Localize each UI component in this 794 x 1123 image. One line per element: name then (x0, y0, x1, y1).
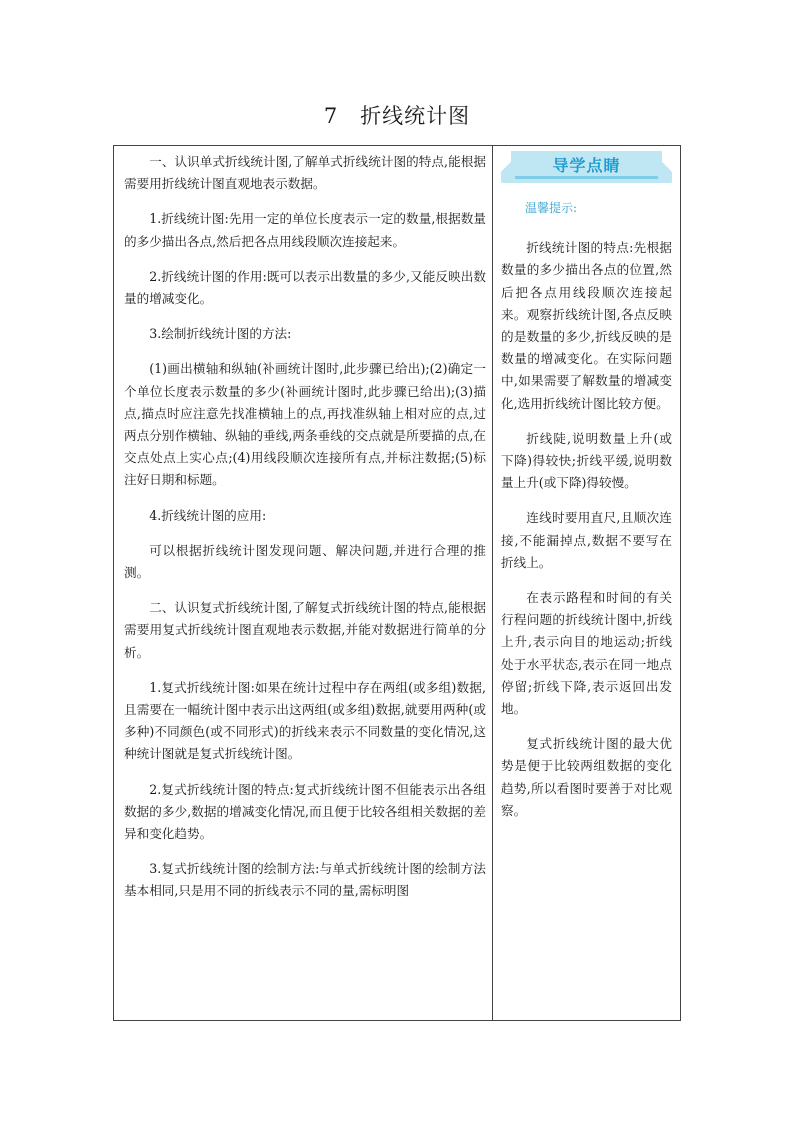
guide-heading: 导学点睛 (552, 156, 621, 175)
guide-heading-banner (501, 151, 672, 183)
main-paragraph: 可以根据折线统计图发现问题、解决问题,并进行合理的推测。 (124, 542, 486, 581)
main-paragraph: 3.复式折线统计图的绘制方法:与单式折线统计图的绘制方法基本相同,只是用不同的折线表示不同的量,需标明图 (124, 861, 486, 899)
section-number: 7 (323, 104, 339, 128)
main-paragraph: 4.折线统计图的应用: (149, 507, 267, 523)
side-paragraph: 连线时要用直尺,且顺次连接,不能漏掉点,数据不要写在折线上。 (501, 510, 672, 570)
main-paragraph: 2.折线统计图的作用:既可以表示出数量的多少,又能反映出数量的增减变化。 (124, 268, 486, 307)
main-paragraph: 1.折线统计图:先用一定的单位长度表示一定的数量,根据数量的多少描出各点,然后把各点用线段顺次连接起来。 (124, 211, 486, 249)
main-paragraph: (1)画出横轴和纵轴(补画统计图时,此步骤已给出);(2)确定一个单位长度表示数量的多少(补画统计图时,此步骤已给出);(3)描点,描点时应注意先找准横轴上的点,再找准纵轴上相对应的点,过两点分别作横轴、纵轴的垂线,两条垂线的交点就是所要描的点,在交点处点上实心点;(4)用线段顺次连接所有点,并标注数据;(5)标注好日期和标题。 (124, 361, 486, 488)
main-paragraph: 1.复式折线统计图:如果在统计过程中存在两组(或多组)数据,且需要在一幅统计图中表示出这两组(或多组)数据,就要用两种(或多种)不同颜色(或不同形式)的折线来表示不同数量的变化情况,这种统计图就是复式折线统计图。 (124, 679, 486, 762)
side-paragraph: 折线陡,说明数量上升(或下降)得较快;折线平缓,说明数量上升(或下降)得较慢。 (501, 430, 672, 491)
main-paragraph: 二、认识复式折线统计图,了解复式折线统计图的特点,能根据需要用复式折线统计图直观地表示数据,并能对数据进行简单的分析。 (124, 600, 486, 660)
section-title: 折线统计图 (360, 104, 471, 128)
side-paragraph: 复式折线统计图的最大优势是便于比较两组数据的变化趋势,所以看图时要善于对比观察。 (501, 736, 672, 818)
side-paragraph: 折线统计图的特点:先根据数量的多少描出各点的位置,然后把各点用线段顺次连接起来。观察折线统计图,各点反映的是数量的多少,折线反映的是数量的增减变化。在实际问题中,如果需要了解数量的增减变化,选用折线统计图比较方便。 (501, 240, 672, 411)
main-paragraph: 一、认识单式折线统计图,了解单式折线统计图的特点,能根据需要用折线统计图直观地表示数据。 (124, 154, 486, 192)
tip-label: 温馨提示: (525, 201, 578, 215)
main-paragraph: 2.复式折线统计图的特点:复式折线统计图不但能表示出各组数据的多少,数据的增减变化情况,而且便于比较各组相关数据的差异和变化趋势。 (124, 781, 486, 842)
main-paragraph: 3.绘制折线统计图的方法: (149, 326, 292, 342)
side-column (493, 146, 680, 835)
main-column (114, 146, 492, 916)
page-title (0, 100, 794, 130)
side-paragraph: 在表示路程和时间的有关行程问题的折线统计图中,折线上升,表示向目的地运动;折线处于水平状态,表示在同一地点停留;折线下降,表示返回出发地。 (501, 590, 672, 717)
content-table (113, 145, 681, 1021)
